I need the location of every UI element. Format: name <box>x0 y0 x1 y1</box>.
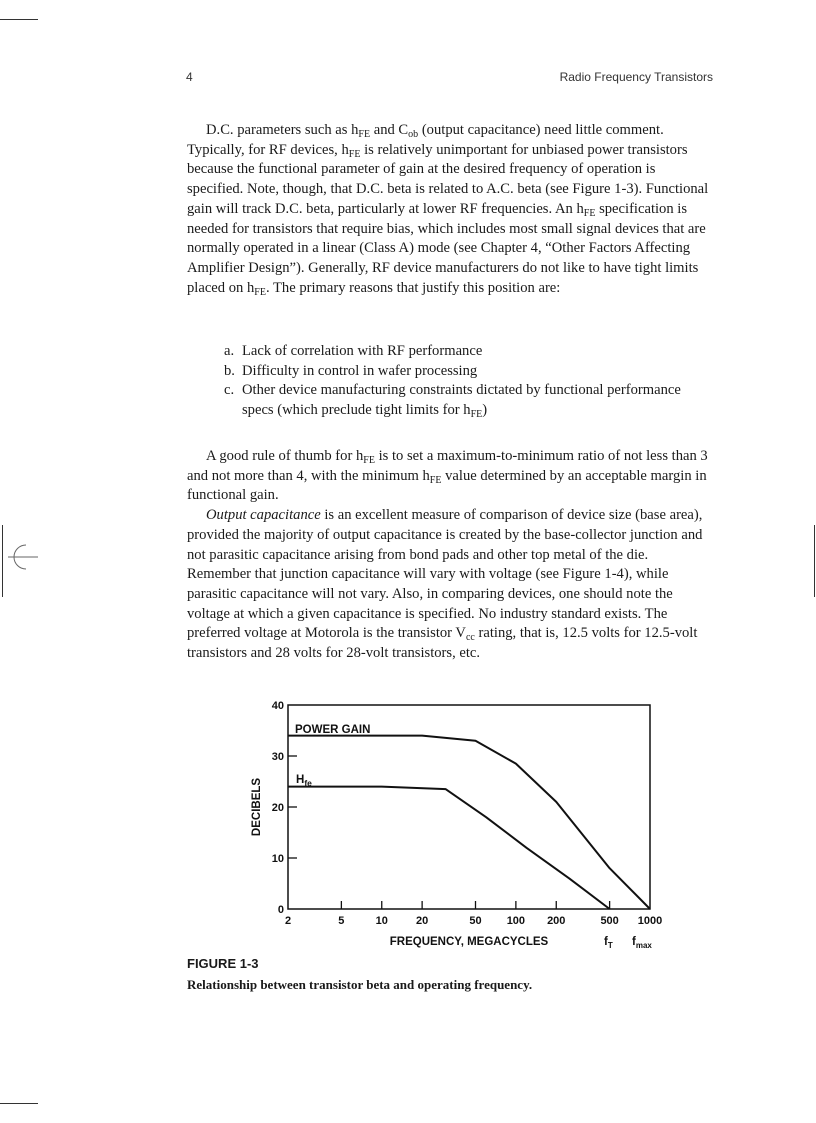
figure-caption: Relationship between transistor beta and operating frequency. <box>187 977 533 992</box>
running-title: Radio Frequency Transistors <box>559 70 713 84</box>
y-tick-label: 30 <box>271 751 284 763</box>
list-text: Other device manufacturing constraints dictated by functional performance specs (which preclude tight limits for h <box>242 382 681 419</box>
subscript: FE <box>358 129 371 140</box>
list-text-tail: ) <box>482 402 488 419</box>
figure-label: FIGURE 1-3 <box>187 956 259 971</box>
text: (output capacitance) need little comment. Typically, for RF devices, h <box>187 122 664 158</box>
text: value determined by an acceptable margin in functional gain. <box>187 467 707 504</box>
reasons-list <box>187 342 713 421</box>
y-tick-label: 40 <box>271 700 284 712</box>
crop-mark-bottom-left <box>0 1103 38 1104</box>
x-tick-label: 50 <box>469 915 482 927</box>
hfe-curve <box>288 787 610 909</box>
ft-annotation <box>604 936 613 950</box>
crop-mark-left <box>2 525 3 597</box>
x-tick-label: 10 <box>375 915 388 927</box>
y-tick-label: 20 <box>271 802 284 814</box>
fmax-letter: f <box>632 936 636 948</box>
paragraph-dc-parameters <box>187 121 713 298</box>
text: A good rule of thumb for h <box>206 448 364 464</box>
text: specification is needed for transistors that require bias, which includes most small signal devices that are normally operated in a linear (Class A) mode (see Chapter 4, “Other Factors Affecting Amplifier Design”). Generally, RF device manufacturers do not like to have tight limits placed on h <box>187 200 706 296</box>
subscript: FE <box>429 474 442 486</box>
x-tick-label: 2 <box>284 915 292 927</box>
ft-letter: f <box>604 936 608 948</box>
x-tick-label: 500 <box>600 915 619 927</box>
y-tick-label: 10 <box>271 853 284 865</box>
text: and C <box>370 122 409 138</box>
reasons-list-block <box>187 342 713 421</box>
x-tick-label: 20 <box>416 915 429 927</box>
hfe-letter: H <box>296 774 305 786</box>
text: D.C. parameters such as h <box>206 122 359 138</box>
crop-mark-right <box>814 525 815 597</box>
subscript: cc <box>465 632 475 644</box>
fmax-sub: max <box>635 941 652 950</box>
x-axis-label: FREQUENCY, MEGACYCLES <box>389 936 549 948</box>
subscript: FE <box>348 148 361 160</box>
page-number: 4 <box>186 70 193 84</box>
y-axis-label: DECIBELS <box>251 777 263 837</box>
list-item <box>187 342 713 362</box>
x-tick-label: 200 <box>547 915 566 927</box>
power-gain-curve <box>288 736 650 909</box>
subscript: FE <box>583 207 596 219</box>
crop-mark-top-left <box>0 19 38 20</box>
figure-1-3-chart <box>240 695 680 950</box>
paragraph-rule-of-thumb <box>187 447 713 664</box>
ft-sub: T <box>607 941 613 950</box>
text: is an excellent measure of comparison of device size (base area), provided the majority of output capacitance is created by the base-collector junction and not parasitic capacitance arising from bond pads and other top metal of the die. Remember that junction capacitance will vary with voltage (see Figure 1-4), while parasitic capacitance will not vary. Also, in comparing devices, one should note the voltage at which a given capacitance is specified. No industry standard exists. The preferred voltage at Motorola is the transistor V <box>187 507 703 642</box>
emphasis: Output capacitance <box>206 507 321 524</box>
series-label-power-gain: POWER GAIN <box>295 724 371 736</box>
list-text: Lack of correlation with RF performance <box>242 343 483 359</box>
subscript: FE <box>254 286 266 298</box>
x-tick-label: 1000 <box>637 915 663 927</box>
list-item <box>187 381 713 420</box>
registration-mark <box>6 540 40 574</box>
x-tick-label: 5 <box>338 915 345 927</box>
text: is to set a maximum-to-minimum ratio of not less than 3 and not more than 4, with the minimum h <box>187 448 708 484</box>
list-text: Difficulty in control in wafer processing <box>242 362 478 379</box>
fmax-annotation <box>632 936 652 950</box>
subscript: FE <box>363 455 375 466</box>
subscript: ob <box>408 129 419 140</box>
y-tick-label: 0 <box>277 904 284 916</box>
series-label-hfe <box>296 774 312 788</box>
list-marker: c. <box>224 382 235 399</box>
text: . The primary reasons that justify this position are: <box>265 279 561 296</box>
list-marker: a. <box>224 343 235 359</box>
paragraph-output-capacitance <box>187 506 713 664</box>
x-tick-label: 100 <box>506 915 526 927</box>
subscript: FE <box>470 409 483 421</box>
hfe-sub: fe <box>304 778 312 788</box>
text: is relatively unimportant for unbiased power transistors because the functional parameter of gain at the desired frequency of operation is specified. Note, though, that D.C. beta is related to A.C. beta (see Figure 1-3). Functional gain will track D.C. beta, particularly at lower RF frequencies. An h <box>187 141 709 217</box>
list-item <box>187 362 713 382</box>
list-marker: b. <box>224 362 235 379</box>
text: rating, that is, 12.5 volts for 12.5-volt transistors and 28 volts for 28-volt transistors, etc. <box>187 625 698 662</box>
